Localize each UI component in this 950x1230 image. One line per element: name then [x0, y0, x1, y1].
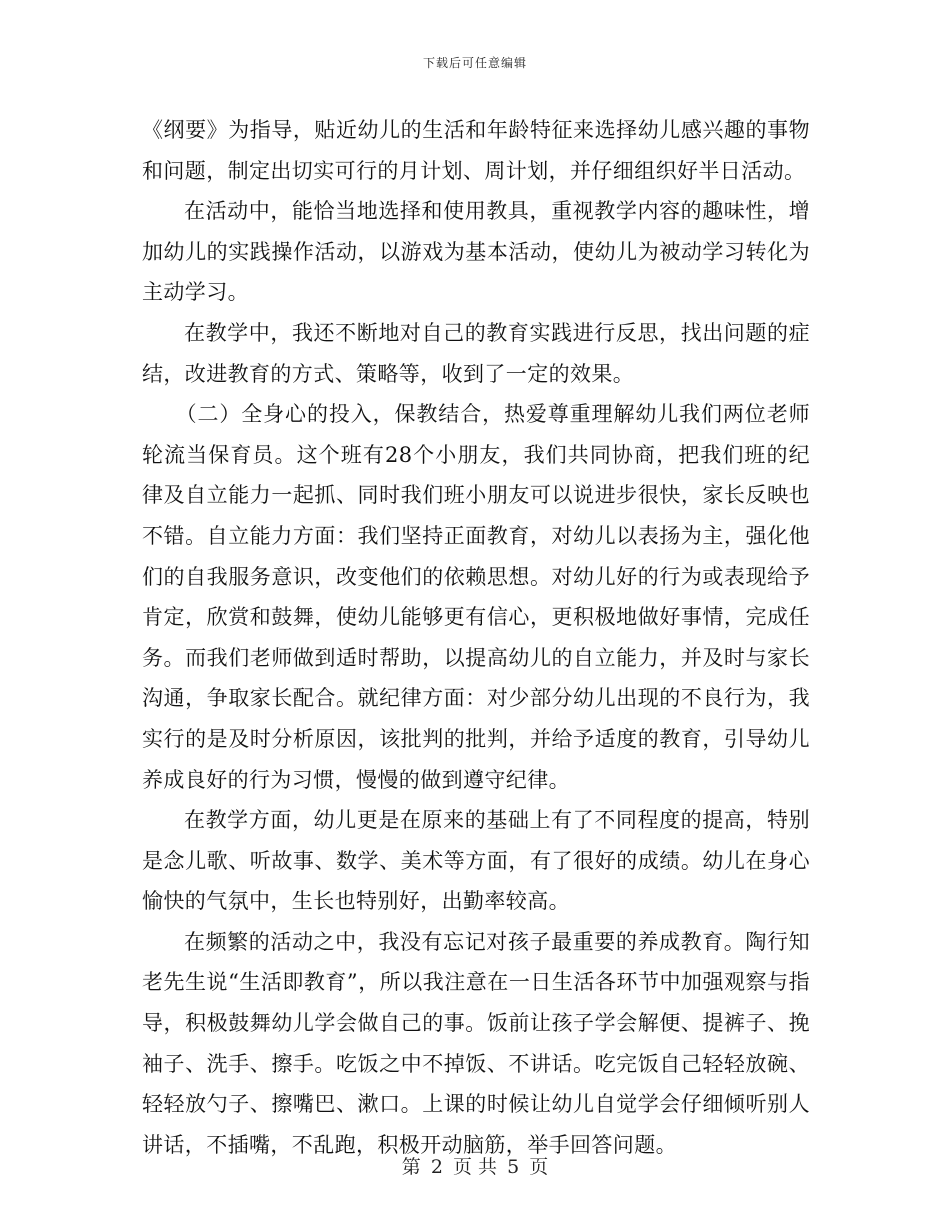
footer-suffix: 页 — [529, 1156, 549, 1178]
footer-prefix: 第 — [401, 1156, 421, 1178]
document-body — [142, 110, 810, 1165]
footer-middle: 页 共 — [452, 1156, 498, 1178]
paragraph-continuation: 《纲要》为指导，贴近幼儿的生活和年龄特征来选择幼儿感兴趣的事物和问题，制定出切实可行的月计划、周计划，并仔细组织好半日活动。 — [142, 118, 810, 183]
page-footer — [0, 1152, 950, 1179]
paragraph-habit-education: 在频繁的活动之中，我没有忘记对孩子最重要的养成教育。陶行知老先生说“生活即教育”，所以我注意在一日生活各环节中加强观察与指导，积极鼓舞幼儿学会做自己的事。饭前让孩子学会解便、提裤子、挽袖子、洗手、擦手。吃饭之中不掉饭、不讲话。吃完饭自己轻轻放碗、轻轻放勺子、擦嘴巴、漱口。上课的时候让幼儿自觉学会仔细倾听别人讲话，不插嘴，不乱跑，积极开动脑筋，举手回答问题。 — [142, 929, 810, 1157]
paragraph-teaching-progress: 在教学方面，幼儿更是在原来的基础上有了不同程度的提高，特别是念儿歌、听故事、数学、美术等方面，有了很好的成绩。幼儿在身心愉快的气氛中，生长也特别好，出勤率较高。 — [142, 808, 810, 914]
page-header: 下载后可任意编辑 — [422, 56, 527, 70]
paragraph-section-two: （二）全身心的投入，保教结合，热爱尊重理解幼儿我们两位老师轮流当保育员。这个班有28个小朋友，我们共同协商，把我们班的纪律及自立能力一起抓、同时我们班小朋友可以说进步很快，家长反映也不错。自立能力方面：我们坚持正面教育，对幼儿以表扬为主，强化他们的自我服务意识，改变他们的依赖思想。对幼儿好的行为或表现给予肯定，欣赏和鼓舞，使幼儿能够更有信心，更积极地做好事情，完成任务。而我们老师做到适时帮助，以提高幼儿的自立能力，并及时与家长沟通，争取家长配合。就纪律方面：对少部分幼儿出现的不良行为，我实行的是及时分析原因，该批判的批判，并给予适度的教育，引导幼儿养成良好的行为习惯，慢慢的做到遵守纪律。 — [142, 402, 810, 792]
paragraph-reflection: 在教学中，我还不断地对自己的教育实践进行反思，找出问题的症结，改进教育的方式、策略等，收到了一定的效果。 — [142, 320, 810, 386]
footer-page-number: 2 — [430, 1156, 443, 1178]
paragraph-teaching-aids: 在活动中，能恰当地选择和使用教具，重视教学内容的趣味性，增加幼儿的实践操作活动，以游戏为基本活动，使幼儿为被动学习转化为主动学习。 — [142, 199, 810, 305]
footer-total-pages: 5 — [507, 1156, 520, 1178]
